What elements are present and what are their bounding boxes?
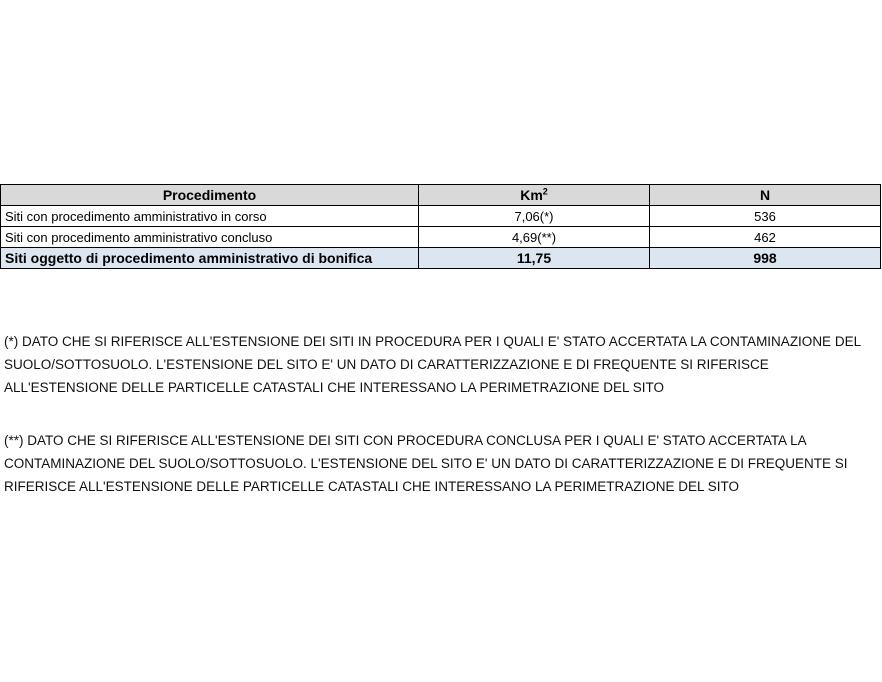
row-km2: 7,06(*)	[419, 206, 650, 227]
row-n: 462	[650, 227, 881, 248]
footnote-double-asterisk: (**) DATO CHE SI RIFERISCE ALL'ESTENSIONE DEI SITI CON PROCEDURA CONCLUSA PER I QUALI E' STATO ACCERTATA LA CONTAMINAZIONE DEL SUOLO/SOTTOSUOLO. L'ESTENSIONE DEL SITO E' UN DATO DI CARATTERIZZAZIONE E DI FREQUENTE SI RIFERISCE ALL'ESTENSIONE DELLE PARTICELLE CATASTALI CHE INTERESSANO LA PERIMETRAZIONE DEL SITO	[4, 433, 848, 494]
procedimenti-table	[0, 184, 881, 269]
header-km2	[419, 185, 650, 206]
row-label: Siti con procedimento amministrativo in corso	[1, 206, 419, 227]
total-label: Siti oggetto di procedimento amministrativo di bonifica	[1, 248, 419, 269]
header-n: N	[650, 185, 881, 206]
total-km2: 11,75	[419, 248, 650, 269]
table-row	[1, 227, 881, 248]
table-row	[1, 206, 881, 227]
total-n: 998	[650, 248, 881, 269]
table-header-row	[1, 185, 881, 206]
header-km2-exponent: 2	[542, 185, 548, 196]
header-procedimento: Procedimento	[1, 185, 419, 206]
row-km2: 4,69(**)	[419, 227, 650, 248]
row-label: Siti con procedimento amministrativo concluso	[1, 227, 419, 248]
footnote-single-asterisk: (*) DATO CHE SI RIFERISCE ALL'ESTENSIONE DEI SITI IN PROCEDURA PER I QUALI E' STATO ACCERTATA LA CONTAMINAZIONE DEL SUOLO/SOTTOSUOLO. L'ESTENSIONE DEL SITO E' UN DATO DI CARATTERIZZAZIONE E DI FREQUENTE SI RIFERISCE ALL'ESTENSIONE DELLE PARTICELLE CATASTALI CHE INTERESSANO LA PERIMETRAZIONE DEL SITO	[4, 334, 861, 395]
table-total-row	[1, 248, 881, 269]
row-n: 536	[650, 206, 881, 227]
header-km2-unit: Km	[520, 186, 543, 203]
